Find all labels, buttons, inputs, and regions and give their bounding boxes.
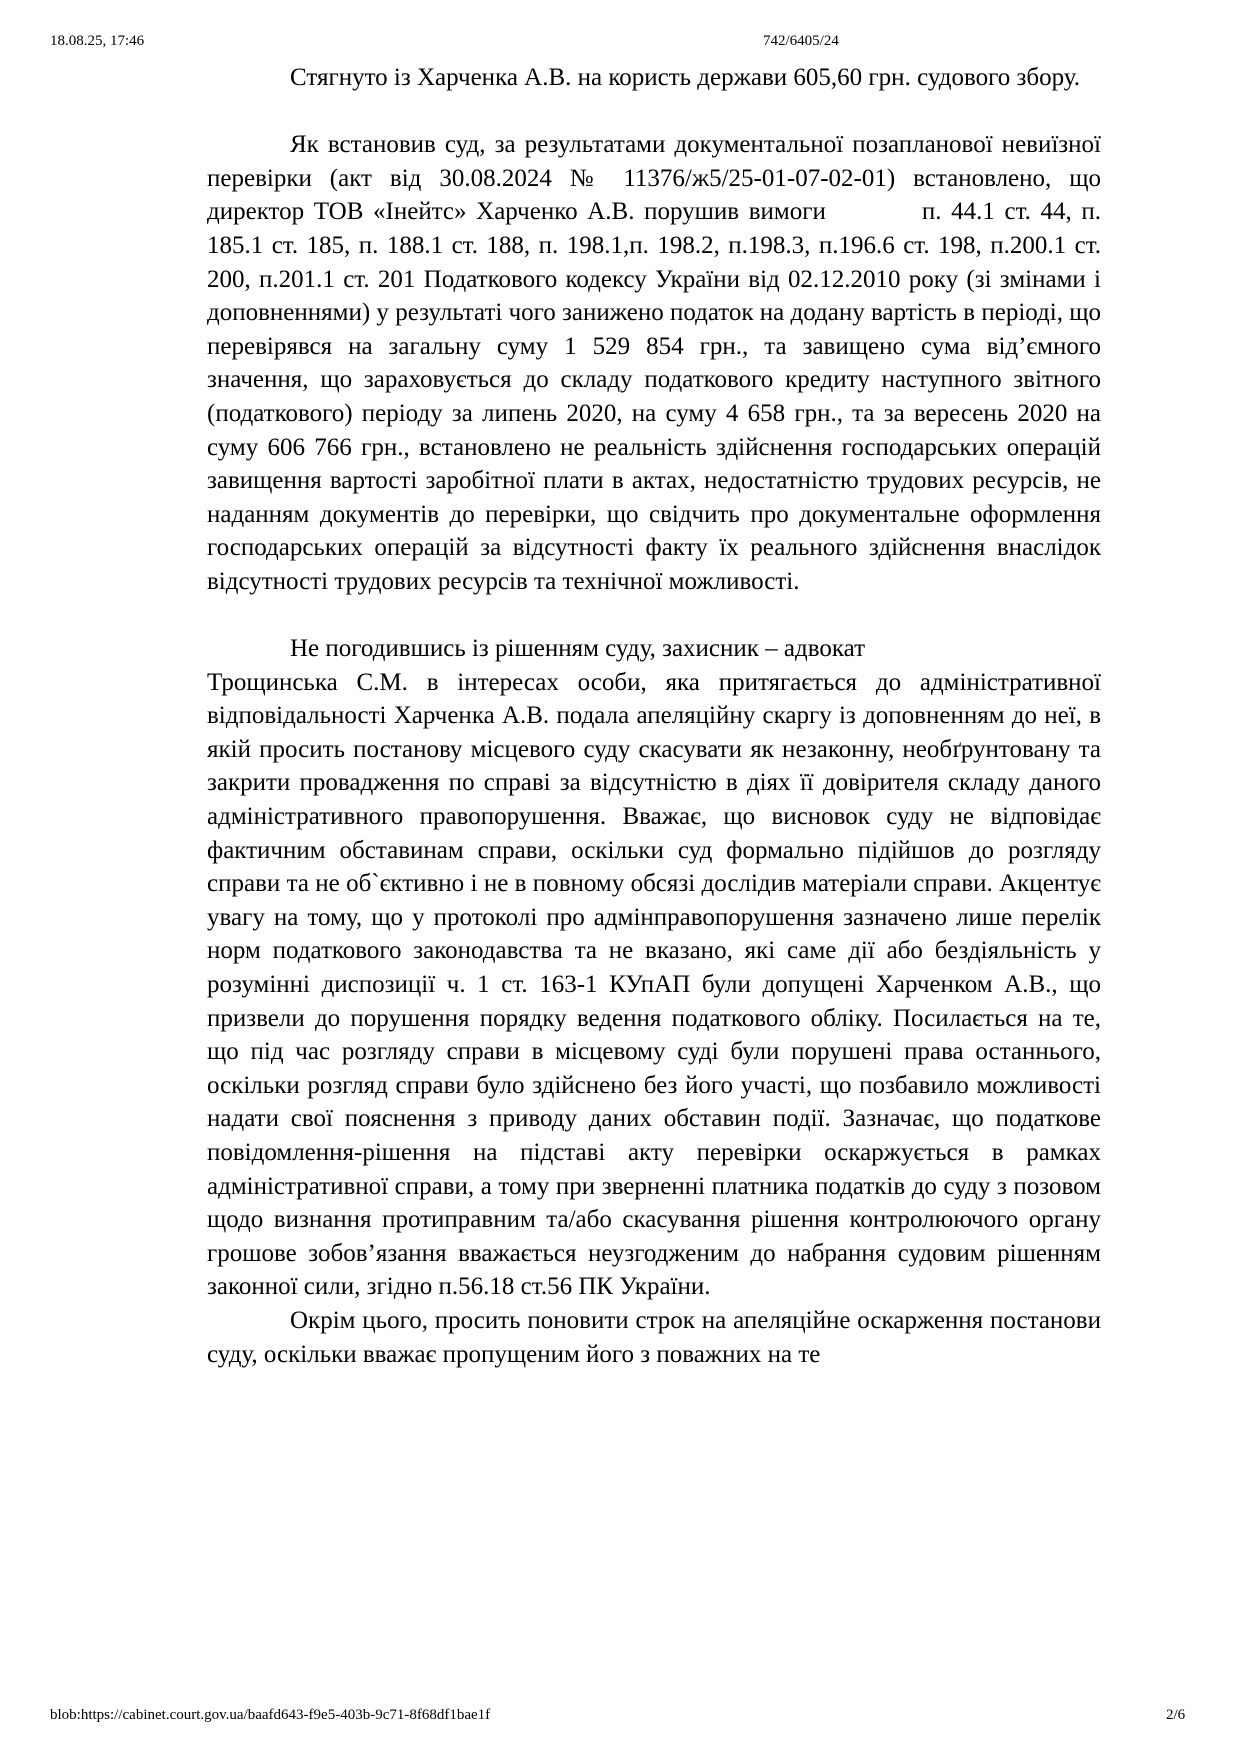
- print-datetime: 18.08.25, 17:46: [50, 33, 145, 49]
- paragraph-court-findings: [207, 128, 1101, 598]
- paragraph-appeal-intro: Не погодившись із рішенням суду, захисник – адвокат: [290, 635, 866, 663]
- paragraph-deadline-renewal: Окрім цього, просить поновити строк на апеляційне оскарження постанови суду, оскільки вважає пропущеним його з поважних на те: [207, 1306, 1101, 1368]
- document-url: blob:https://cabinet.court.gov.ua/baafd643-f9e5-403b-9c71-8f68df1bae1f: [50, 1707, 491, 1723]
- findings-text-start: Як встановив суд, за результатами документальної позапланової невиїзної перевірки (акт від 30.08.2024 № 11376/ж5/25-01-07-02-01) встановлено, що директор ТОВ «Інейтс» Харченко А.В. порушив вимоги: [207, 131, 1101, 226]
- paragraph-appeal-body: Трощинська С.М. в інтересах особи, яка притягається до адміністративної відповідальності Харченка А.В. подала апеляційну скаргу із доповненням до неї, в якій просить постанову місцевого суду скасувати як незаконну, необґрунтовану та закрити провадження по справі за відсутністю в діях її довірителя складу даного адміністративного правопорушення. Вважає, що висновок суду не відповідає фактичним обставинам справи, оскільки суд формально підійшов до розгляду справи та не об`єктивно і не в повному обсязі дослідив матеріали справи. Акцентує увагу на тому, що у протоколі про адмінправопорушення зазначено лише перелік норм податкового законодавства та не вказано, які саме дії або бездіяльність у розумінні диспозиції ч. 1 ст. 163-1 КУпАП були допущені Харченком А.В., що призвели до порушення порядку ведення податкового обліку. Посилається на те, що під час розгляду справи в місцевому суді були порушені права останнього, оскільки розгляд справи було здійснено без його участі, що позбавило можливості надати свої пояснення з приводу даних обставин події. Зазначає, що податкове повідомлення-рішення на підставі акту перевірки оскаржується в рамках адміністративної справи, а тому при зверненні платника податків до суду з позовом щодо визнання протиправним та/або скасування рішення контролюючого органу грошове зобов’язання вважається неузгодженим до набрання судовим рішенням законної сили, згідно п.56.18 ст.56 ПК України.: [207, 668, 1101, 1301]
- page-number: 2/6: [1166, 1707, 1186, 1723]
- findings-text-rest: п. 44.1 ст. 44, п. 185.1 ст. 185, п. 188.1 ст. 188, п. 198.1,п. 198.2, п.198.3, п.196.6 ст. 198, п.200.1 ст. 200, п.201.1 ст. 201 Податкового кодексу України від 02.12.2010 року (зі змінами і доповненнями) у результаті чого занижено податок на додану вартість в періоді, що перевірявся на загальну суму 1 529 854 грн., та завищено сума від’ємного значення, що зараховується до складу податкового кредиту наступного звітного (податкового) періоду за липень 2020, на суму 4 658 грн., та за вересень 2020 на суму 606 766 грн., встановлено не реальність здійснення господарських операцій завищення вартості заробітної плати в актах, недостатністю трудових ресурсів, не наданням документів до перевірки, що свідчить про документальне оформлення господарських операцій за відсутності факту їх реального здійснення внаслідок відсутності трудових ресурсів та технічної можливості.: [207, 198, 1101, 595]
- paragraph-court-fee: Стягнуто із Харченка А.В. на користь держави 605,60 грн. судового збору.: [290, 64, 1081, 91]
- document-body: [207, 61, 1101, 1371]
- case-number: 742/6405/24: [763, 33, 839, 49]
